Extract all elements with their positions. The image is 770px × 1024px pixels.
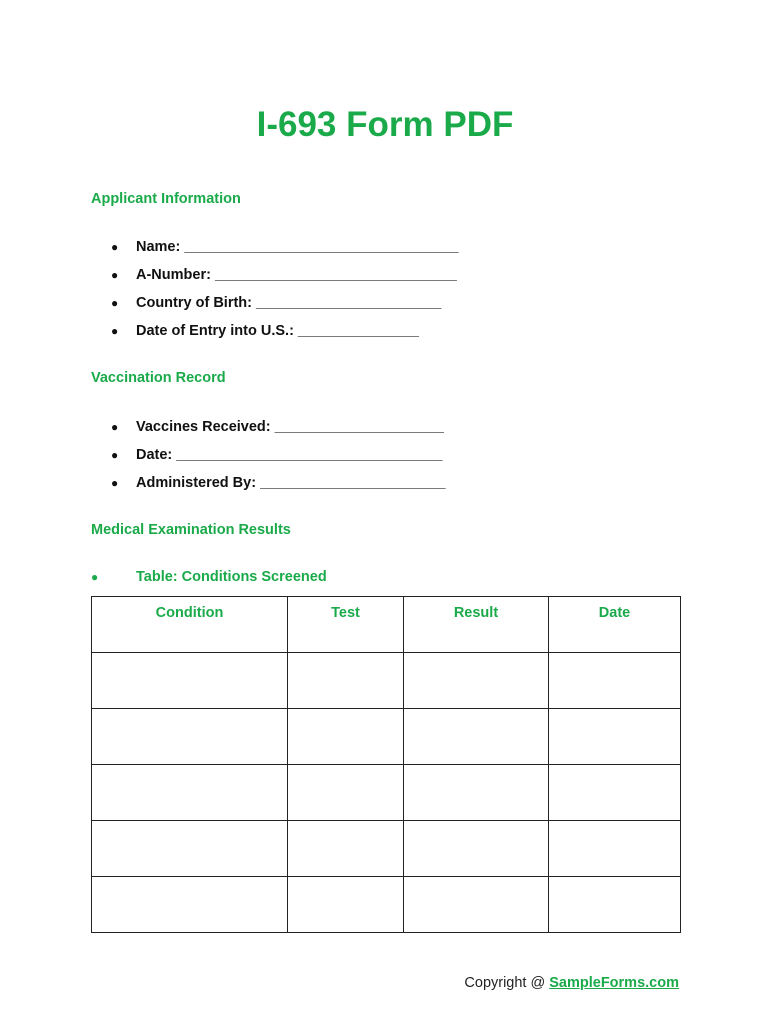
table-cell-result[interactable] <box>404 877 549 933</box>
table-row <box>92 877 681 933</box>
table-cell-date[interactable] <box>549 877 681 933</box>
bullet-icon: ● <box>111 296 119 310</box>
field-label: Date of Entry into U.S.: _______________ <box>136 323 419 339</box>
applicant-section-heading: Applicant Information <box>91 191 241 207</box>
column-header-result: Result <box>404 597 549 653</box>
applicant-field-date-of-entry[interactable] <box>111 321 459 349</box>
table-cell-date[interactable] <box>549 821 681 877</box>
field-label: A-Number: ______________________________ <box>136 267 457 283</box>
table-caption-label: Table: Conditions Screened <box>136 569 327 585</box>
table-header-row <box>92 597 681 653</box>
column-header-date: Date <box>549 597 681 653</box>
applicant-field-country-of-birth[interactable] <box>111 293 459 321</box>
table-cell-result[interactable] <box>404 653 549 709</box>
page-title: I-693 Form PDF <box>256 105 514 144</box>
field-label: Administered By: _______________________ <box>136 475 446 491</box>
table-cell-condition[interactable] <box>92 653 288 709</box>
column-header-test: Test <box>288 597 404 653</box>
table-cell-date[interactable] <box>549 765 681 821</box>
table-cell-result[interactable] <box>404 765 549 821</box>
bullet-icon: ● <box>111 268 119 282</box>
field-label: Date: _________________________________ <box>136 447 443 463</box>
table-row <box>92 765 681 821</box>
applicant-field-name[interactable] <box>111 237 459 265</box>
bullet-icon: ● <box>111 324 119 338</box>
field-label: Country of Birth: _______________________ <box>136 295 442 311</box>
vaccination-field-administered-by[interactable] <box>111 473 446 501</box>
table-cell-test[interactable] <box>288 709 404 765</box>
vaccination-field-vaccines-received[interactable] <box>111 417 446 445</box>
field-label: Name: __________________________________ <box>136 239 459 255</box>
bullet-icon: ● <box>91 570 99 584</box>
table-row <box>92 653 681 709</box>
table-cell-date[interactable] <box>549 653 681 709</box>
table-cell-condition[interactable] <box>92 877 288 933</box>
vaccination-section-heading: Vaccination Record <box>91 370 226 386</box>
field-label: Vaccines Received: _____________________ <box>136 419 444 435</box>
bullet-icon: ● <box>111 240 119 254</box>
table-cell-result[interactable] <box>404 709 549 765</box>
bullet-icon: ● <box>111 420 119 434</box>
table-cell-date[interactable] <box>549 709 681 765</box>
table-row <box>92 709 681 765</box>
table-row <box>92 821 681 877</box>
table-cell-test[interactable] <box>288 765 404 821</box>
medical-section-heading: Medical Examination Results <box>91 522 291 538</box>
sampleforms-link[interactable]: SampleForms.com <box>549 975 679 991</box>
table-cell-test[interactable] <box>288 653 404 709</box>
table-cell-result[interactable] <box>404 821 549 877</box>
table-cell-condition[interactable] <box>92 709 288 765</box>
column-header-condition: Condition <box>92 597 288 653</box>
vaccination-field-date[interactable] <box>111 445 446 473</box>
table-cell-test[interactable] <box>288 821 404 877</box>
vaccination-field-list <box>111 417 446 501</box>
applicant-field-a-number[interactable] <box>111 265 459 293</box>
table-cell-test[interactable] <box>288 877 404 933</box>
table-cell-condition[interactable] <box>92 765 288 821</box>
footer-copyright <box>464 973 679 993</box>
table-cell-condition[interactable] <box>92 821 288 877</box>
copyright-text: Copyright @ <box>464 975 550 991</box>
applicant-field-list <box>111 237 459 349</box>
table-caption <box>91 567 327 587</box>
conditions-table <box>91 596 681 933</box>
bullet-icon: ● <box>111 476 119 490</box>
bullet-icon: ● <box>111 448 119 462</box>
